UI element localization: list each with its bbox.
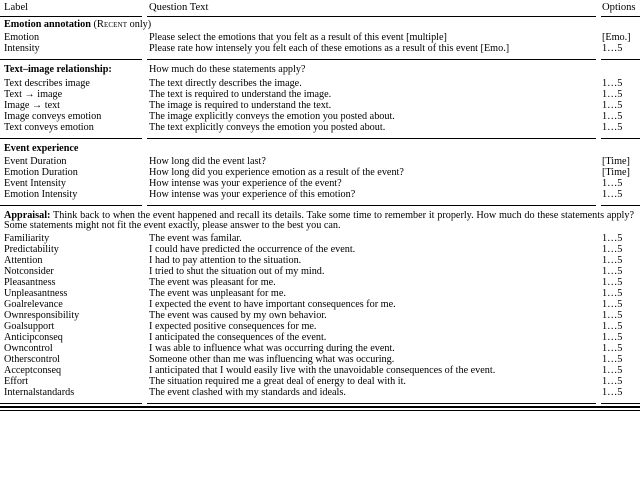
table-row — [0, 100, 640, 111]
table-row — [0, 155, 640, 168]
row-label: Text → image — [4, 88, 63, 100]
table-row — [0, 179, 640, 190]
row-options: 1…5 — [602, 288, 623, 300]
table-row — [0, 122, 640, 135]
row-label: Intensity — [4, 43, 40, 55]
row-label: Effort — [4, 376, 29, 388]
row-question: The text directly describes the image. — [149, 77, 302, 89]
row-label: Goalsupport — [4, 321, 55, 333]
row-label: Internalstandards — [4, 387, 75, 399]
dataset-name-recent: Recent — [96, 18, 128, 30]
table-row — [0, 366, 640, 377]
section-heading-emotion-annotation — [0, 17, 640, 32]
table-row — [0, 189, 640, 202]
table-row — [0, 31, 640, 44]
section-heading-appraisal — [0, 208, 640, 232]
row-options: 1…5 — [602, 77, 623, 89]
row-question: I anticipated that I would easily live with the unavoidable consequences of the event. — [149, 365, 496, 377]
section-heading-event-experience — [0, 141, 640, 155]
row-options: 1…5 — [602, 99, 623, 111]
row-question: How intense was your experience of this emotion? — [149, 188, 356, 200]
row-label: Emotion — [4, 32, 40, 44]
section-instruction-text-image: How much do these statements apply? — [149, 64, 306, 76]
table-row — [0, 256, 640, 267]
table-row — [0, 278, 640, 289]
row-question: How intense was your experience of the event? — [149, 177, 342, 189]
row-options: [Time] — [602, 166, 630, 178]
section-rule — [0, 400, 640, 404]
row-label: Notconsider — [4, 266, 54, 278]
row-label: Emotion Intensity — [4, 188, 78, 200]
row-options: 1…5 — [602, 266, 623, 278]
table-row — [0, 388, 640, 401]
table-row — [0, 322, 640, 333]
table-row — [0, 77, 640, 90]
table-row — [0, 267, 640, 278]
row-question: How long did the event last? — [149, 155, 266, 167]
row-label: Emotion Duration — [4, 166, 78, 178]
row-label: Pleasantness — [4, 277, 56, 289]
row-label: Anticipconseq — [4, 332, 63, 344]
section-title-event-experience: Event experience — [4, 142, 79, 154]
row-label: Predictability — [4, 244, 59, 256]
row-question: The event was caused by my own behavior. — [149, 310, 327, 322]
row-question: The event was pleasant for me. — [149, 277, 276, 289]
section-title-appraisal: Appraisal: — [4, 210, 51, 222]
row-question: The text explicitly conveys the emotion you posted about. — [149, 121, 386, 133]
row-options: 1…5 — [602, 376, 623, 388]
row-options: 1…5 — [602, 299, 623, 311]
row-label: Event Duration — [4, 155, 67, 167]
table-row — [0, 311, 640, 322]
row-question: The event was familar. — [149, 233, 242, 245]
table-bottom-rule-thick — [0, 406, 640, 408]
row-label: Owncontrol — [4, 343, 53, 355]
row-options: 1…5 — [602, 188, 623, 200]
table-row — [0, 333, 640, 344]
row-question: I had to pay attention to the situation. — [149, 255, 302, 267]
row-question: Please select the emotions that you felt as a result of this event [multiple] — [149, 32, 447, 44]
row-question: The image explicitly conveys the emotion you posted about. — [149, 110, 395, 122]
table-row — [0, 245, 640, 256]
row-label: Ownresponsibility — [4, 310, 80, 322]
row-label: Goalrelevance — [4, 299, 63, 311]
table-row — [0, 377, 640, 388]
row-question: I could have predicted the occurrence of the event. — [149, 244, 356, 256]
row-question: Someone other than me was influencing what was occuring. — [149, 354, 395, 366]
row-options: 1…5 — [602, 233, 623, 245]
table-row — [0, 300, 640, 311]
row-question: I expected positive consequences for me. — [149, 321, 317, 333]
row-options: 1…5 — [602, 88, 623, 100]
row-options: 1…5 — [602, 255, 623, 267]
section-note-suffix: only) — [127, 18, 152, 30]
row-label: Familiarity — [4, 233, 50, 245]
row-label: Otherscontrol — [4, 354, 61, 366]
table-row — [0, 111, 640, 122]
row-options: 1…5 — [602, 277, 623, 289]
row-question: Please rate how intensely you felt each of these emotions as a result of this event [Emo.] — [149, 43, 510, 55]
table-header-row — [0, 0, 640, 16]
row-question: The event clashed with my standards and ideals. — [149, 387, 346, 399]
section-note-prefix: ( — [90, 18, 97, 30]
row-options: [Emo.] — [602, 32, 631, 44]
table-row — [0, 232, 640, 245]
row-options: 1…5 — [602, 244, 623, 256]
row-label: Event Intensity — [4, 177, 66, 189]
row-label: Image conveys emotion — [4, 110, 102, 122]
section-heading-text-image-relationship — [0, 62, 640, 76]
row-options: [Time] — [602, 155, 630, 167]
row-label: Acceptconseq — [4, 365, 62, 377]
column-header-label: Label — [4, 2, 29, 13]
row-question: How long did you experience emotion as a result of the event? — [149, 166, 404, 178]
row-options: 1…5 — [602, 121, 623, 133]
row-options: 1…5 — [602, 332, 623, 344]
column-header-options: Options — [602, 2, 636, 13]
row-options: 1…5 — [602, 354, 623, 366]
table-row — [0, 44, 640, 57]
table-row — [0, 168, 640, 179]
row-question: I expected the event to have important consequences for me. — [149, 299, 396, 311]
section-title-emotion-annotation: Emotion annotation — [4, 18, 91, 30]
row-label: Attention — [4, 255, 43, 267]
table-bottom-rule-thin — [0, 410, 640, 411]
row-options: 1…5 — [602, 310, 623, 322]
table-row — [0, 344, 640, 355]
row-question: The event was unpleasant for me. — [149, 288, 286, 300]
row-options: 1…5 — [602, 177, 623, 189]
row-label: Unpleasantness — [4, 288, 68, 300]
row-question: I was able to influence what was occurring during the event. — [149, 343, 395, 355]
row-label: Text describes image — [4, 77, 90, 89]
row-question: The image is required to understand the text. — [149, 99, 332, 111]
row-options: 1…5 — [602, 365, 623, 377]
table-row — [0, 355, 640, 366]
row-label: Image → text — [4, 99, 61, 111]
column-header-question: Question Text — [149, 2, 209, 13]
row-options: 1…5 — [602, 110, 623, 122]
section-title-text-image-relationship: Text–image relationship: — [4, 64, 112, 76]
row-options: 1…5 — [602, 43, 623, 55]
row-question: I anticipated the consequences of the event. — [149, 332, 327, 344]
row-options: 1…5 — [602, 321, 623, 333]
row-question: I tried to shut the situation out of my mind. — [149, 266, 325, 278]
row-options: 1…5 — [602, 387, 623, 399]
table-row — [0, 289, 640, 300]
table-row — [0, 89, 640, 100]
row-question: The text is required to understand the image. — [149, 88, 332, 100]
row-options: 1…5 — [602, 343, 623, 355]
row-question: The situation required me a great deal of energy to deal with it. — [149, 376, 406, 388]
section-instruction-appraisal: Think back to when the event happened and recall its details. Take some time to remember it properly. How much do these statements apply? Some statements might not fit the event exactly, please answer to the best you can. — [4, 210, 634, 232]
row-label: Text conveys emotion — [4, 121, 94, 133]
